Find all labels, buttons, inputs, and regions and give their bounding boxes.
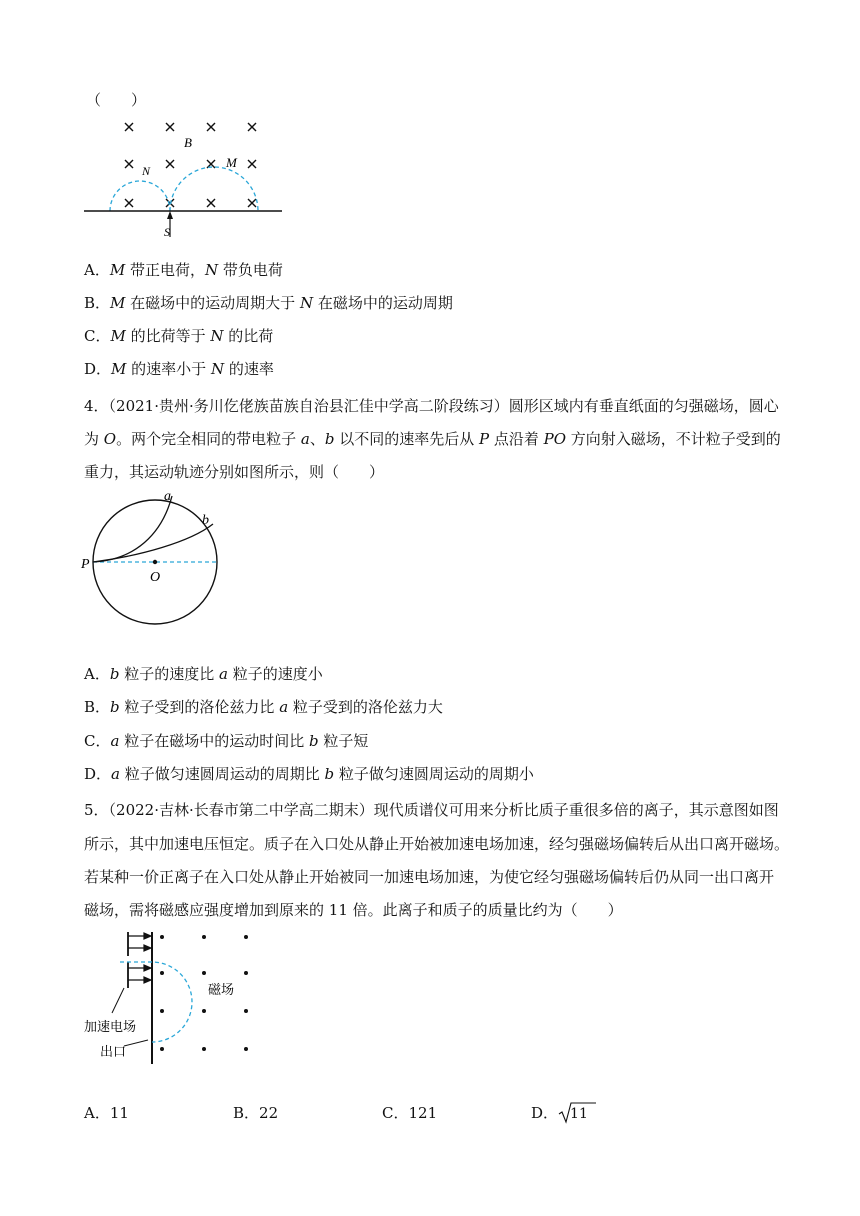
label-s: S [164,225,170,239]
q3-option-a[interactable] [84,260,283,280]
cross-marker [166,123,174,131]
option-text: 的速率 [224,360,274,378]
option-text: 粒子短 [318,732,369,750]
trajectory-b [93,524,213,562]
option-label: C． [84,327,111,345]
option-label: D． [84,360,112,378]
option-label: C． [382,1104,409,1122]
cross-marker [248,199,256,207]
q5-stem-line-2: 所示，其中加速电压恒定。质子在入口处从静止开始被加速电场加速，经匀强磁场偏转后从出口离开磁场。 [84,835,790,853]
option-label: A． [84,1104,110,1122]
option-label: B． [84,698,111,716]
stem-text: 。两个完全相同的带电粒子 [116,430,301,448]
var: b [308,732,319,750]
q3-answer-bracket: （ ） [86,91,147,109]
leader-exit [124,1040,148,1046]
magnetic-field-dot-markers [160,935,248,1051]
label-a: a [164,489,171,504]
radical-sign [558,1101,598,1125]
option-label: A． [84,665,110,683]
label-field: 磁场 [208,983,235,998]
var-a: a [300,430,310,448]
option-text: 的速率小于 [126,360,211,378]
trajectory-m [170,167,258,211]
option-text: 在磁场中的运动周期大于 [125,294,300,312]
q5-option-b[interactable] [233,1103,278,1123]
q5-option-d[interactable] [531,1103,588,1124]
cross-marker [166,160,174,168]
trajectory-n [110,181,170,211]
option-text: 的比荷 [223,327,274,345]
option-text: 粒子受到的洛伦兹力比 [119,698,280,716]
option-text: 粒子在磁场中的运动时间比 [119,732,309,750]
stem-text: 方向射入磁场，不计粒子受到的 [566,430,781,448]
q4-figure [80,488,240,638]
q5-stem-line-3: 若某种一价正离子在入口处从静止开始被同一加速电场加速，为使它经匀强磁场偏转后仍从同一出口离开 [84,868,775,886]
cross-marker [166,199,174,207]
var: b [324,765,335,783]
option-text: 带正电荷， [125,261,205,279]
q5-option-a[interactable] [84,1103,129,1123]
var-m: M [110,327,126,345]
var: a [219,665,228,683]
center-dot [153,560,157,564]
var-b: b [324,430,335,448]
var: a [111,765,120,783]
cross-marker [125,199,133,207]
q5-stem-line-1: 5．（2022·吉林·长春市第二中学高二期末）现代质谱仪可用来分析比质子重很多倍的离子，其示意图如图 [84,801,779,819]
q5-stem-line-4: 磁场，需将磁感应强度增加到原来的 11 倍。此离子和质子的质量比约为（ ） [84,901,623,919]
cross-marker [248,160,256,168]
option-value: 11 [109,1104,129,1122]
option-label: C． [84,732,111,750]
var-p: P [479,430,490,448]
q5-figure [80,928,270,1068]
var-o: O [103,430,117,448]
q3-figure [80,112,290,242]
trajectory-a [93,496,172,562]
option-label: B． [84,294,111,312]
var: b [109,665,120,683]
option-text: 粒子的速度比 [119,665,219,683]
cross-marker [207,199,215,207]
option-text: 在磁场中的运动周期 [313,294,453,312]
q4-option-c[interactable] [84,731,368,751]
label-exit: 出口 [100,1045,127,1060]
label-accel-field: 加速电场 [84,1020,137,1035]
q4-stem-line-2 [84,429,781,449]
option-text: 的比荷等于 [125,327,211,345]
var-m: M [109,261,126,279]
accel-field-arrows [128,933,151,983]
option-label: D． [84,765,112,783]
var: b [110,698,120,716]
var-n: N [299,294,314,312]
var-m: M [111,360,127,378]
stem-text: 以不同的速率先后从 [334,430,479,448]
cross-marker [207,123,215,131]
cross-marker [125,123,133,131]
q4-stem-line-3: 重力，其运动轨迹分别如图所示，则（ ） [84,463,385,481]
q4-option-d[interactable] [84,764,534,784]
option-text: 粒子的速度小 [227,665,323,683]
cross-marker [125,160,133,168]
var-n: N [210,327,224,345]
var: a [110,732,120,750]
option-text: 粒子受到的洛伦兹力大 [288,698,443,716]
stem-text: 为 [84,430,104,448]
var-po: PO [543,430,567,448]
label-b-particle: b [202,513,209,528]
var-n: N [204,261,219,279]
leader-accel [112,988,124,1013]
entry-arrow-head [167,211,173,219]
label-o: O [150,570,161,585]
option-text: 粒子做匀速圆周运动的周期比 [119,765,325,783]
label-b: B [184,135,192,150]
q4-option-a[interactable] [84,664,323,684]
var: a [279,698,289,716]
var-m: M [110,294,126,312]
stem-text: 、 [309,430,325,448]
q3-option-d[interactable] [84,359,274,379]
q4-option-b[interactable] [84,697,443,717]
option-value: 22 [259,1104,279,1122]
q5-option-c[interactable] [382,1103,437,1123]
option-text: 带负电荷 [218,261,283,279]
q3-option-c[interactable] [84,326,273,346]
stem-text: 点沿着 [489,430,544,448]
label-m: M [226,155,237,170]
option-value: 121 [408,1104,438,1122]
option-text: 粒子做匀速圆周运动的周期小 [334,765,534,783]
q3-option-b[interactable] [84,293,453,313]
option-label: A． [84,261,110,279]
label-n: N [142,164,151,178]
option-label: D． [531,1104,559,1122]
var-n: N [210,360,225,378]
option-label: B． [233,1104,260,1122]
cross-marker [248,123,256,131]
sqrt-symbol [558,1103,588,1124]
q4-stem-line-1: 4．（2021·贵州·务川仡佬族苗族自治县汇佳中学高二阶段练习）圆形区域内有垂直纸面的匀强磁场，圆心 [84,397,779,415]
label-p: P [81,557,90,572]
option-value: 11 [570,1106,588,1122]
